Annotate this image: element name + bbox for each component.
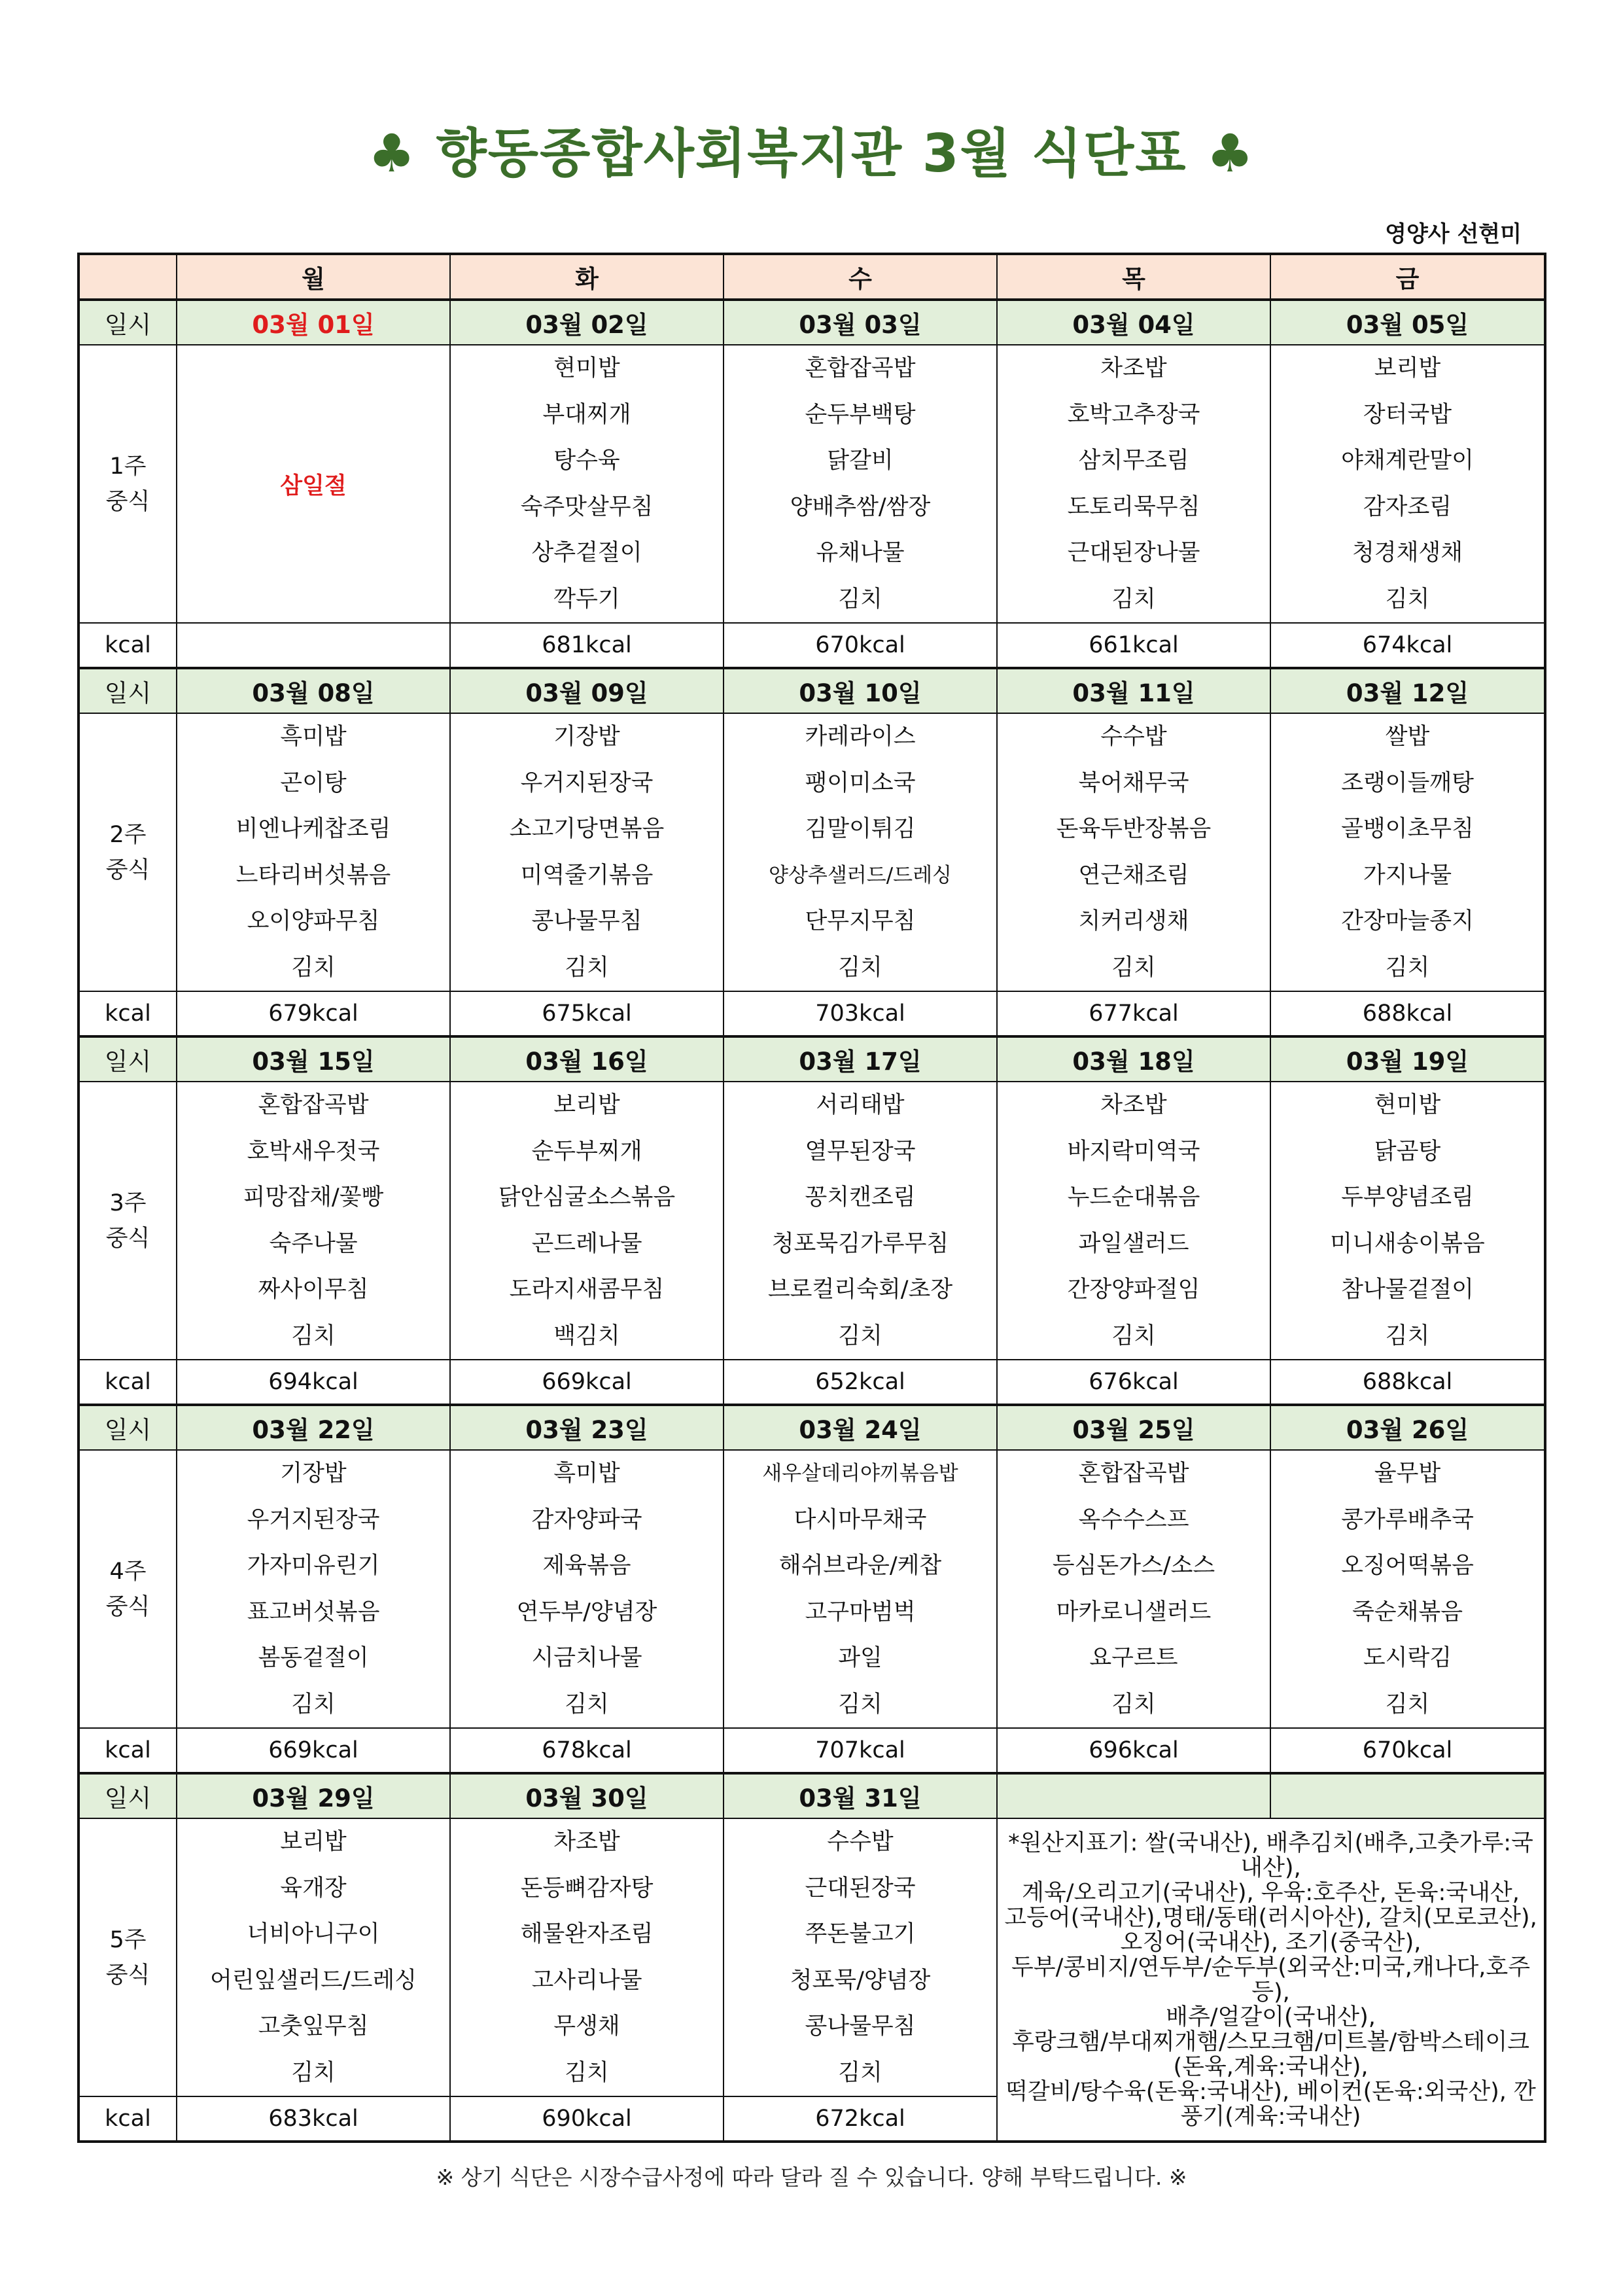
kcal-row: [79, 623, 1545, 668]
dish-item: 참나물겉절이: [1341, 1277, 1474, 1303]
dish-item: 요구르트: [1089, 1645, 1178, 1671]
kcal-cell: [177, 623, 450, 668]
date-cell: 03월 22일: [177, 1405, 450, 1450]
week-label-line: 중식: [105, 1225, 150, 1252]
dish-item: 치커리생채: [1078, 908, 1189, 934]
kcal-cell: 678kcal: [450, 1728, 724, 1773]
kcal-label: kcal: [79, 623, 177, 668]
dish-item: 오징어떡볶음: [1341, 1553, 1474, 1579]
dish-item: 김말이튀김: [805, 816, 916, 842]
menu-cell: [177, 1082, 450, 1360]
menu-cell: [450, 1450, 724, 1728]
dish-item: 시금치나물: [531, 1645, 642, 1671]
dish-item: 서리태밥: [816, 1092, 905, 1118]
menu-cell: [450, 1082, 724, 1360]
dish-item: 근대된장나물: [1067, 540, 1200, 566]
dish-item: 꽁치캔조림: [805, 1184, 916, 1210]
week-label-line: 2주: [109, 821, 147, 848]
dish-item: 카레라이스: [805, 724, 916, 750]
dish-item: 김치: [1111, 586, 1156, 612]
kcal-cell: 683kcal: [177, 2096, 450, 2142]
menu-table: [77, 253, 1546, 2143]
kcal-cell: 703kcal: [724, 991, 997, 1036]
origin-line: 오징어(국내산), 조기(중국산),: [1120, 1929, 1422, 1956]
date-cell: 03월 15일: [177, 1036, 450, 1082]
week-label: [79, 1450, 177, 1728]
dish-item: 호박새우젓국: [247, 1138, 380, 1165]
date-label: 일시: [79, 1405, 177, 1450]
dish-item: 도시락김: [1363, 1645, 1452, 1671]
week-label-line: 5주: [109, 1926, 147, 1953]
kcal-row: [79, 1360, 1545, 1405]
day-header: 화: [450, 254, 724, 300]
dish-item: 차조밥: [1100, 355, 1167, 381]
menu-row: [79, 713, 1545, 991]
date-cell: 03월 02일: [450, 300, 724, 345]
date-cell: 03월 23일: [450, 1405, 724, 1450]
dish-item: 김치: [1111, 1322, 1156, 1349]
dish-item: 김치: [838, 1322, 882, 1349]
day-header: 금: [1270, 254, 1545, 300]
kcal-cell: 681kcal: [450, 623, 724, 668]
page-title: ♣ 향동종합사회복지관 3월 식단표 ♣: [368, 123, 1255, 184]
dish-item: 보리밥: [280, 1829, 347, 1855]
dish-item: 팽이미소국: [805, 769, 916, 796]
kcal-cell: 696kcal: [997, 1728, 1270, 1773]
dish-item: 새우살데리야끼볶음밥: [762, 1462, 958, 1485]
dish-item: 김치: [1385, 586, 1430, 612]
dish-item: 누드순대볶음: [1067, 1184, 1200, 1210]
dish-item: 곤드레나물: [531, 1230, 642, 1257]
date-cell: 03월 24일: [724, 1405, 997, 1450]
kcal-cell: 688kcal: [1270, 991, 1545, 1036]
holiday-label: 삼일절: [280, 472, 347, 499]
origin-line: 고등어(국내산),명태/동태(러시아산), 갈치(모로코산),: [1004, 1904, 1537, 1931]
date-cell: 03월 18일: [997, 1036, 1270, 1082]
dish-item: 연두부/양념장: [516, 1598, 657, 1625]
date-cell: 03월 30일: [450, 1773, 724, 1818]
dish-item: 김치: [565, 954, 609, 981]
menu-cell: [724, 713, 997, 991]
week-label-line: 3주: [109, 1190, 147, 1216]
dish-item: 옥수수스프: [1078, 1506, 1189, 1533]
day-header: 목: [997, 254, 1270, 300]
date-row: [79, 1036, 1545, 1082]
day-header: 수: [724, 254, 997, 300]
dish-item: 탕수육: [553, 448, 620, 474]
dish-item: 돈육두반장볶음: [1056, 816, 1212, 842]
dish-item: 깍두기: [553, 586, 620, 612]
dish-item: 북어채무국: [1078, 769, 1189, 796]
menu-row: [79, 1818, 1545, 2096]
date-cell: 03월 26일: [1270, 1405, 1545, 1450]
dish-item: 브로컬리숙회/초장: [767, 1277, 953, 1303]
week-label: [79, 1818, 177, 2096]
day-header-row: [79, 254, 1545, 300]
dish-item: 백김치: [553, 1322, 620, 1349]
date-cell: 03월 12일: [1270, 668, 1545, 713]
dish-item: 청경채생채: [1352, 540, 1463, 566]
dish-item: 수수밥: [827, 1829, 894, 1855]
origin-line: 계육/오리고기(국내산), 우육:호주산, 돈육:국내산,: [1022, 1879, 1520, 1906]
date-label: 일시: [79, 668, 177, 713]
date-cell: 03월 25일: [997, 1405, 1270, 1450]
date-row: [79, 668, 1545, 713]
dish-item: 과일: [838, 1645, 882, 1671]
dish-item: 콩나물무침: [805, 2013, 916, 2040]
dish-item: 김치: [1111, 954, 1156, 981]
kcal-cell: 679kcal: [177, 991, 450, 1036]
menu-row: [79, 1082, 1545, 1360]
menu-cell: [1270, 1082, 1545, 1360]
dish-item: 쌀밥: [1385, 724, 1430, 750]
dish-item: 숙주나물: [269, 1230, 358, 1257]
week-label: [79, 345, 177, 623]
dish-item: 차조밥: [553, 1829, 620, 1855]
dish-item: 혼합잡곡밥: [805, 355, 916, 381]
week-label-line: 4주: [109, 1558, 147, 1585]
dish-item: 양상추샐러드/드레싱: [769, 863, 952, 887]
corner-cell: [79, 254, 177, 300]
dish-item: 짜사이무침: [258, 1277, 369, 1303]
date-cell: 03월 17일: [724, 1036, 997, 1082]
dish-item: 김치: [1385, 1691, 1430, 1718]
menu-cell: [724, 1082, 997, 1360]
menu-cell: [1270, 1450, 1545, 1728]
menu-cell: [450, 345, 724, 623]
dish-item: 흑미밥: [553, 1460, 620, 1487]
dish-item: 청포묵/양념장: [790, 1967, 931, 1994]
dish-item: 육개장: [280, 1875, 347, 1901]
dish-item: 감자조림: [1363, 493, 1452, 520]
dish-item: 김치: [291, 1691, 336, 1718]
dish-item: 차조밥: [1100, 1092, 1167, 1118]
kcal-cell: 661kcal: [997, 623, 1270, 668]
dish-item: 순두부백탕: [805, 401, 916, 428]
menu-cell: [177, 713, 450, 991]
dish-item: 느타리버섯볶음: [236, 862, 391, 889]
date-cell: [1270, 1773, 1545, 1818]
kcal-cell: 670kcal: [724, 623, 997, 668]
menu-row: [79, 1450, 1545, 1728]
dish-item: 과일샐러드: [1078, 1230, 1189, 1257]
dish-item: 장터국밥: [1363, 401, 1452, 428]
kcal-label: kcal: [79, 2096, 177, 2142]
dish-item: 삼치무조림: [1078, 448, 1189, 474]
dish-item: 미니새송이볶음: [1330, 1230, 1485, 1257]
kcal-cell: 669kcal: [450, 1360, 724, 1405]
dish-item: 김치: [291, 954, 336, 981]
dish-item: 미역줄기볶음: [520, 862, 654, 889]
date-row: [79, 1405, 1545, 1450]
dish-item: 김치: [1111, 1691, 1156, 1718]
dish-item: 마카로니샐러드: [1056, 1598, 1212, 1625]
dish-item: 오이양파무침: [247, 908, 380, 934]
kcal-label: kcal: [79, 1728, 177, 1773]
menu-cell: [997, 345, 1270, 623]
date-label: 일시: [79, 1773, 177, 1818]
dish-item: 김치: [838, 586, 882, 612]
dish-item: 김치: [291, 2059, 336, 2086]
menu-cell: [1270, 713, 1545, 991]
kcal-cell: 669kcal: [177, 1728, 450, 1773]
dish-item: 김치: [838, 1691, 882, 1718]
date-cell: 03월 19일: [1270, 1036, 1545, 1082]
date-cell: 03월 08일: [177, 668, 450, 713]
dish-item: 열무된장국: [805, 1138, 916, 1165]
origin-line: *원산지표기: 쌀(국내산), 배추김치(배추,고춧가루:국내산),: [1008, 1829, 1533, 1881]
menu-cell: [724, 1450, 997, 1728]
origin-notice: [997, 1818, 1545, 2142]
week-label-line: 1주: [109, 453, 147, 480]
day-header: 월: [177, 254, 450, 300]
dish-item: 가자미유린기: [247, 1553, 380, 1579]
dish-item: 김치: [565, 2059, 609, 2086]
date-cell: 03월 16일: [450, 1036, 724, 1082]
dish-item: 가지나물: [1363, 862, 1452, 889]
dish-item: 순두부찌개: [531, 1138, 642, 1165]
kcal-row: [79, 991, 1545, 1036]
dish-item: 유채나물: [816, 540, 905, 566]
dish-item: 소고기당면볶음: [509, 816, 665, 842]
kcal-cell: 676kcal: [997, 1360, 1270, 1405]
menu-cell: [997, 1082, 1270, 1360]
date-cell: 03월 11일: [997, 668, 1270, 713]
menu-cell: [724, 345, 997, 623]
dish-item: 무생채: [553, 2013, 620, 2040]
dish-item: 단무지무침: [805, 908, 916, 934]
origin-line: 배추/얼갈이(국내산),: [1166, 2004, 1376, 2030]
dish-item: 기장밥: [553, 724, 620, 750]
dish-item: 조랭이들깨탕: [1341, 769, 1474, 796]
origin-line: 후랑크햄/부대찌개햄/스모크햄/미트볼/함박스테이크(돈육,계육:국내산),: [1012, 2028, 1529, 2080]
dish-item: 김치: [838, 2059, 882, 2086]
dish-item: 우거지된장국: [247, 1506, 380, 1533]
origin-line: 두부/콩비지/연두부/순두부(외국산:미국,캐나다,호주등),: [1011, 1954, 1531, 2005]
dish-item: 야채계란말이: [1341, 448, 1474, 474]
dish-item: 표고버섯볶음: [247, 1598, 380, 1625]
dish-item: 너비아니구이: [247, 1921, 380, 1947]
dish-item: 제육볶음: [542, 1553, 631, 1579]
kcal-cell: 675kcal: [450, 991, 724, 1036]
date-row: [79, 1773, 1545, 1818]
week-label-line: 중식: [105, 1962, 150, 1988]
origin-line: 떡갈비/탕수육(돈육:국내산), 베이컨(돈육:외국산), 깐풍기(계육:국내산): [1005, 2078, 1536, 2130]
date-row: [79, 300, 1545, 345]
menu-cell: [724, 1818, 997, 2096]
dish-item: 고사리나물: [531, 1967, 642, 1994]
week-label-line: 중식: [105, 488, 150, 515]
date-cell: 03월 01일: [177, 300, 450, 345]
dish-item: 혼합잡곡밥: [258, 1092, 369, 1118]
dish-item: 상추겉절이: [531, 540, 642, 566]
date-cell: 03월 09일: [450, 668, 724, 713]
menu-cell: [450, 1818, 724, 2096]
date-cell: 03월 10일: [724, 668, 997, 713]
date-label: 일시: [79, 1036, 177, 1082]
dish-item: 봄동겉절이: [258, 1645, 369, 1671]
kcal-cell: 688kcal: [1270, 1360, 1545, 1405]
menu-cell: [450, 713, 724, 991]
dish-item: 혼합잡곡밥: [1078, 1460, 1189, 1487]
date-cell: 03월 03일: [724, 300, 997, 345]
dish-item: 고구마범벅: [805, 1598, 916, 1625]
kcal-label: kcal: [79, 1360, 177, 1405]
kcal-row: [79, 1728, 1545, 1773]
menu-cell: [1270, 345, 1545, 623]
nutritionist-label: 영양사 선현미: [1385, 221, 1522, 247]
dish-item: 연근채조림: [1078, 862, 1189, 889]
menu-cell: [997, 1450, 1270, 1728]
date-cell: [997, 1773, 1270, 1818]
menu-row: [79, 345, 1545, 623]
dish-item: 두부양념조림: [1341, 1184, 1474, 1210]
dish-item: 바지락미역국: [1067, 1138, 1200, 1165]
date-cell: 03월 31일: [724, 1773, 997, 1818]
dish-item: 다시마무채국: [794, 1506, 927, 1533]
dish-item: 수수밥: [1100, 724, 1167, 750]
dish-item: 간장양파절임: [1067, 1277, 1200, 1303]
dish-item: 닭안심굴소스볶음: [498, 1184, 676, 1210]
kcal-label: kcal: [79, 991, 177, 1036]
dish-item: 해물완자조림: [520, 1921, 654, 1947]
dish-item: 흑미밥: [280, 724, 347, 750]
kcal-cell: 677kcal: [997, 991, 1270, 1036]
dish-item: 피망잡채/꽃빵: [243, 1184, 384, 1210]
week-label: [79, 1082, 177, 1360]
dish-item: 청포묵김가루무침: [771, 1230, 949, 1257]
dish-item: 도라지새콤무침: [509, 1277, 665, 1303]
dish-item: 돈등뼈감자탕: [520, 1875, 654, 1901]
dish-item: 등심돈가스/소스: [1052, 1553, 1215, 1579]
date-cell: 03월 29일: [177, 1773, 450, 1818]
dish-item: 콩가루배추국: [1341, 1506, 1474, 1533]
kcal-cell: 652kcal: [724, 1360, 997, 1405]
dish-item: 보리밥: [553, 1092, 620, 1118]
menu-cell: [177, 1450, 450, 1728]
week-label-line: 중식: [105, 857, 150, 883]
dish-item: 간장마늘종지: [1341, 908, 1474, 934]
dish-item: 골뱅이초무침: [1341, 816, 1474, 842]
dish-item: 보리밥: [1374, 355, 1441, 381]
dish-item: 도토리묵무침: [1067, 493, 1200, 520]
dish-item: 고춧잎무침: [258, 2013, 369, 2040]
dish-item: 기장밥: [280, 1460, 347, 1487]
dish-item: 현미밥: [1374, 1092, 1441, 1118]
dish-item: 닭갈비: [827, 448, 894, 474]
kcal-cell: 694kcal: [177, 1360, 450, 1405]
dish-item: 율무밥: [1374, 1460, 1441, 1487]
kcal-cell: 690kcal: [450, 2096, 724, 2142]
menu-cell: [177, 1818, 450, 2096]
dish-item: 김치: [1385, 1322, 1430, 1349]
date-label: 일시: [79, 300, 177, 345]
dish-item: 김치: [565, 1691, 609, 1718]
dish-item: 우거지된장국: [520, 769, 654, 796]
dish-item: 닭곰탕: [1374, 1138, 1441, 1165]
kcal-cell: 672kcal: [724, 2096, 997, 2142]
dish-item: 김치: [1385, 954, 1430, 981]
dish-item: 김치: [291, 1322, 336, 1349]
dish-item: 근대된장국: [805, 1875, 916, 1901]
dish-item: 호박고추장국: [1067, 401, 1200, 428]
dish-item: 죽순채볶음: [1352, 1598, 1463, 1625]
dish-item: 양배추쌈/쌈장: [790, 493, 931, 520]
dish-item: 비엔나케찹조림: [236, 816, 391, 842]
dish-item: 부대찌개: [542, 401, 631, 428]
week-label: [79, 713, 177, 991]
dish-item: 해쉬브라운/케찹: [778, 1553, 942, 1579]
date-cell: 03월 04일: [997, 300, 1270, 345]
date-cell: 03월 05일: [1270, 300, 1545, 345]
menu-cell: [997, 713, 1270, 991]
week-label-line: 중식: [105, 1593, 150, 1620]
dish-item: 콩나물무침: [531, 908, 642, 934]
dish-item: 감자양파국: [531, 1506, 642, 1533]
dish-item: 어린잎샐러드/드레싱: [209, 1967, 417, 1994]
menu-cell: [177, 345, 450, 623]
footer-note: ※ 상기 식단은 시장수급사정에 따라 달라 질 수 있습니다. 양해 부탁드립니다. ※: [436, 2164, 1187, 2190]
kcal-cell: 670kcal: [1270, 1728, 1545, 1773]
dish-item: 현미밥: [553, 355, 620, 381]
dish-item: 곤이탕: [280, 769, 347, 796]
dish-item: 숙주맛살무침: [520, 493, 654, 520]
kcal-cell: 707kcal: [724, 1728, 997, 1773]
dish-item: 김치: [838, 954, 882, 981]
dish-item: 쭈돈불고기: [805, 1921, 916, 1947]
kcal-cell: 674kcal: [1270, 623, 1545, 668]
